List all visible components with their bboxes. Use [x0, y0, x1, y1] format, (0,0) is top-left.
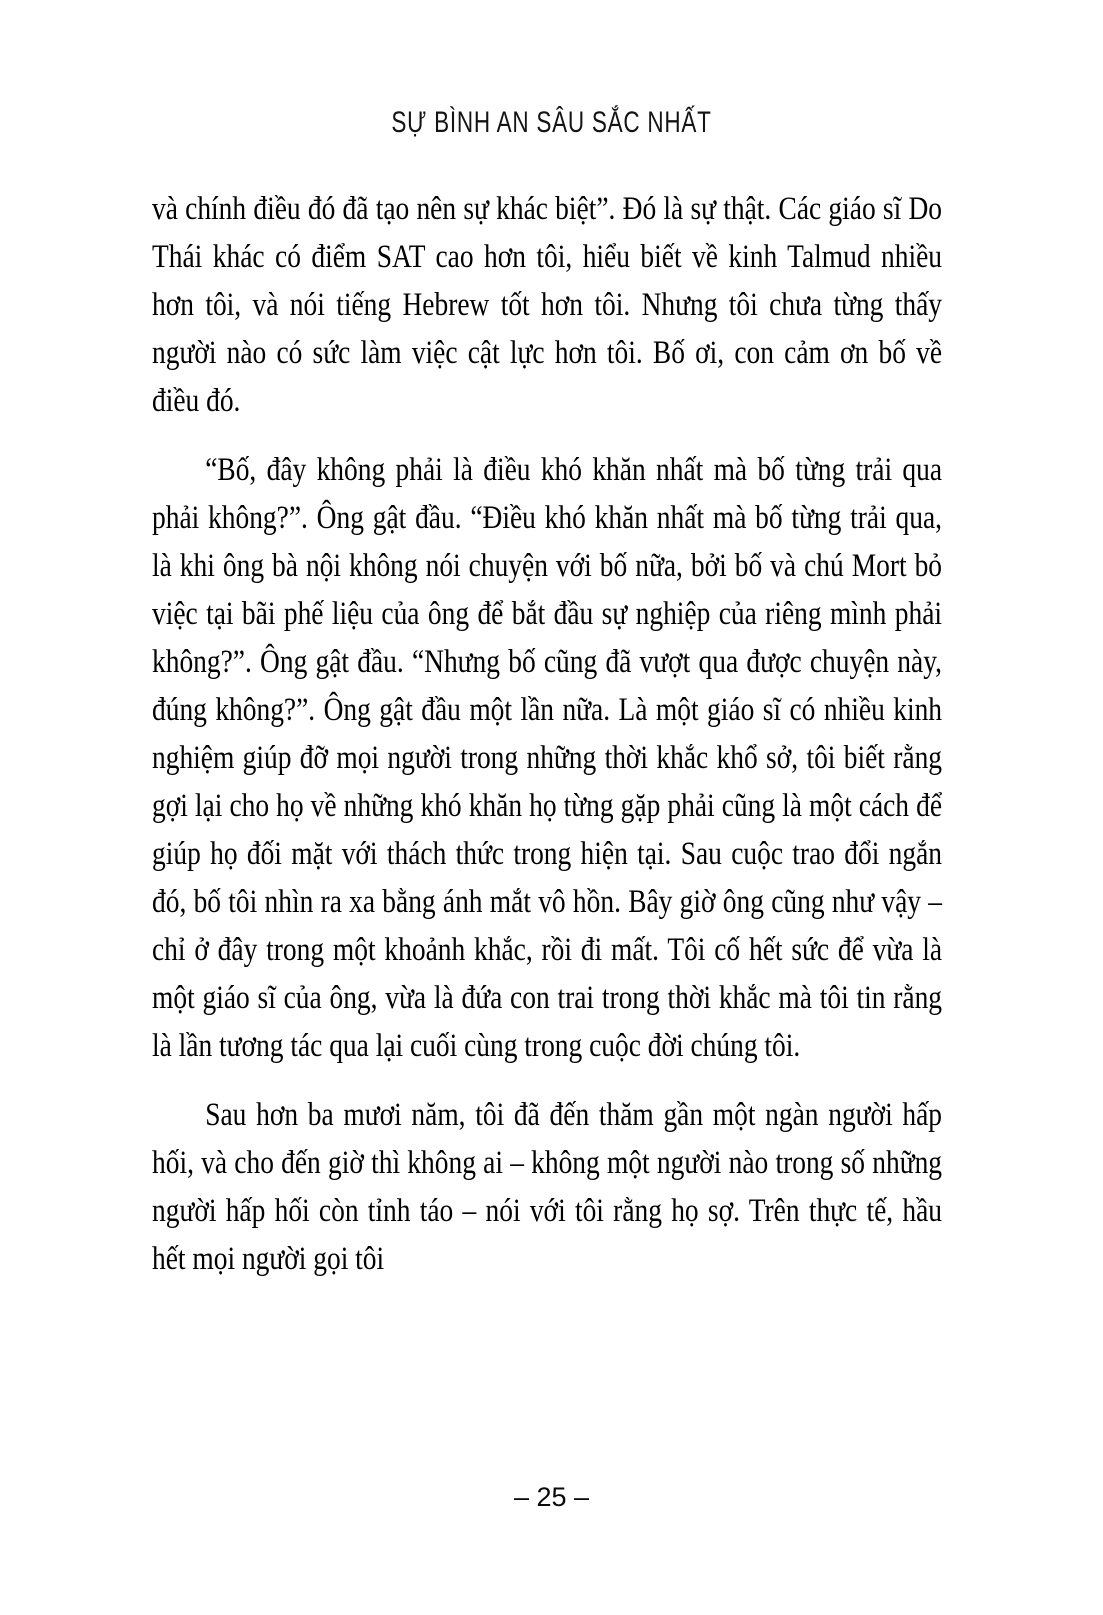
- paragraph-3: Sau hơn ba mươi năm, tôi đã đến thăm gần một ngàn người hấp hối, và cho đến giờ thì không ai – không một người nào trong số những người hấp hối còn tỉnh táo – nói với tôi rằng họ sợ. Trên thực tế, hầu hết mọi người gọi tôi: [152, 1097, 943, 1277]
- running-header: SỰ BÌNH AN SÂU SẮC NHẤT: [391, 106, 712, 139]
- body-text: [152, 185, 942, 1283]
- paragraph-1: và chính điều đó đã tạo nên sự khác biệt”. Đó là sự thật. Các giáo sĩ Do Thái khác có điểm SAT cao hơn tôi, hiểu biết về kinh Talmud nhiều hơn tôi, và nói tiếng Hebrew tốt hơn tôi. Nhưng tôi chưa từng thấy người nào có sức làm việc cật lực hơn tôi. Bố ơi, con cảm ơn bố về điều đó.: [152, 191, 943, 419]
- paragraph-2: “Bố, đây không phải là điều khó khăn nhất mà bố từng trải qua phải không?”. Ông gật đầu. “Điều khó khăn nhất mà bố từng trải qua, là khi ông bà nội không nói chuyện với bố nữa, bởi bố và chú Mort bỏ việc tại bãi phế liệu của ông để bắt đầu sự nghiệp của riêng mình phải không?”. Ông gật đầu. “Nhưng bố cũng đã vượt qua được chuyện này, đúng không?”. Ông gật đầu một lần nữa. Là một giáo sĩ có nhiều kinh nghiệm giúp đỡ mọi người trong những thời khắc khổ sở, tôi biết rằng gợi lại cho họ về những khó khăn họ từng gặp phải cũng là một cách để giúp họ đối mặt với thách thức trong hiện tại. Sau cuộc trao đổi ngắn đó, bố tôi nhìn ra xa bằng ánh mắt vô hồn. Bây giờ ông cũng như vậy – chỉ ở đây trong một khoảnh khắc, rồi đi mất. Tôi cố hết sức để vừa là một giáo sĩ của ông, vừa là đứa con trai trong thời khắc mà tôi tin rằng là lần tương tác qua lại cuối cùng trong cuộc đời chúng tôi.: [152, 452, 943, 1064]
- page-number: – 25 –: [513, 1482, 590, 1512]
